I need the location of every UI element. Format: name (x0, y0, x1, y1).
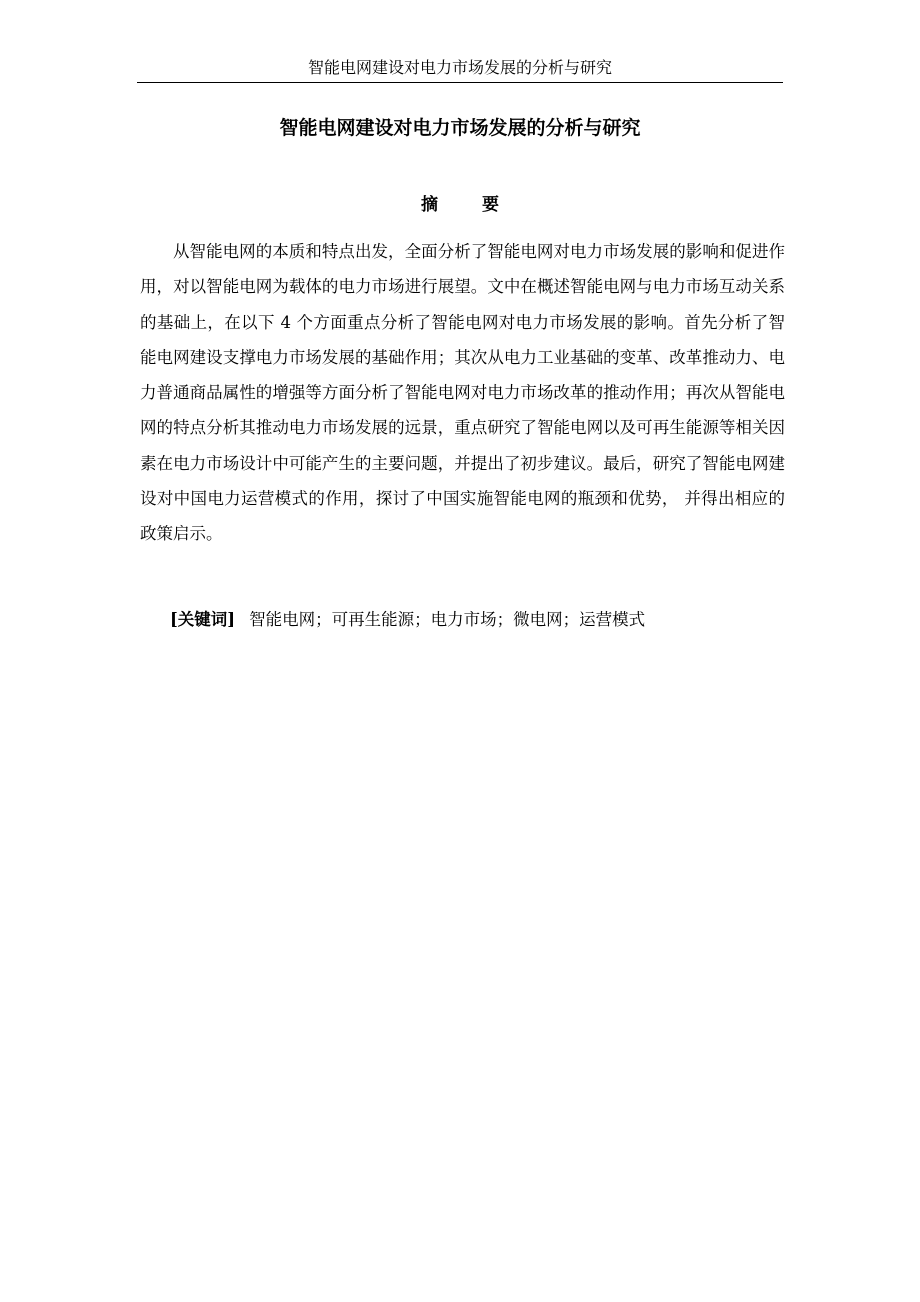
running-header-title: 智能电网建设对电力市场发展的分析与研究 (307, 58, 612, 77)
abstract-body: 从智能电网的本质和特点出发，全面分析了智能电网对电力市场发展的影响和促进作用，对以智能电网为载体的电力市场进行展望。文中在概述智能电网与电力市场互动关系的基础上，在以下 4 个方面重点分析了智能电网对电力市场发展的影响。首先分析了智能电网建设支撑电力市场发展的基础作用；其次从电力工业基础的变革、改革推动力、电力普通商品属性的增强等方面分析了智能电网对电力市场改革的推动作用；再次从智能电网的特点分析其推动电力市场发展的远景，重点研究了智能电网以及可再生能源等相关因素在电力市场设计中可能产生的主要问题，并提出了初步建议。最后，研究了智能电网建设对中国电力运营模式的作用，探讨了中国实施智能电网的瓶颈和优势， 并得出相应的政策启示。 (140, 242, 785, 544)
document-title: 智能电网建设对电力市场发展的分析与研究 (279, 117, 641, 139)
abstract-heading: 摘要 (421, 195, 543, 215)
running-header (137, 56, 783, 83)
keywords-line (170, 606, 785, 634)
keywords-list: 智能电网；可再生能源；电力市场；微电网；运营模式 (249, 610, 646, 629)
keywords-label: [关键词] (170, 610, 236, 629)
